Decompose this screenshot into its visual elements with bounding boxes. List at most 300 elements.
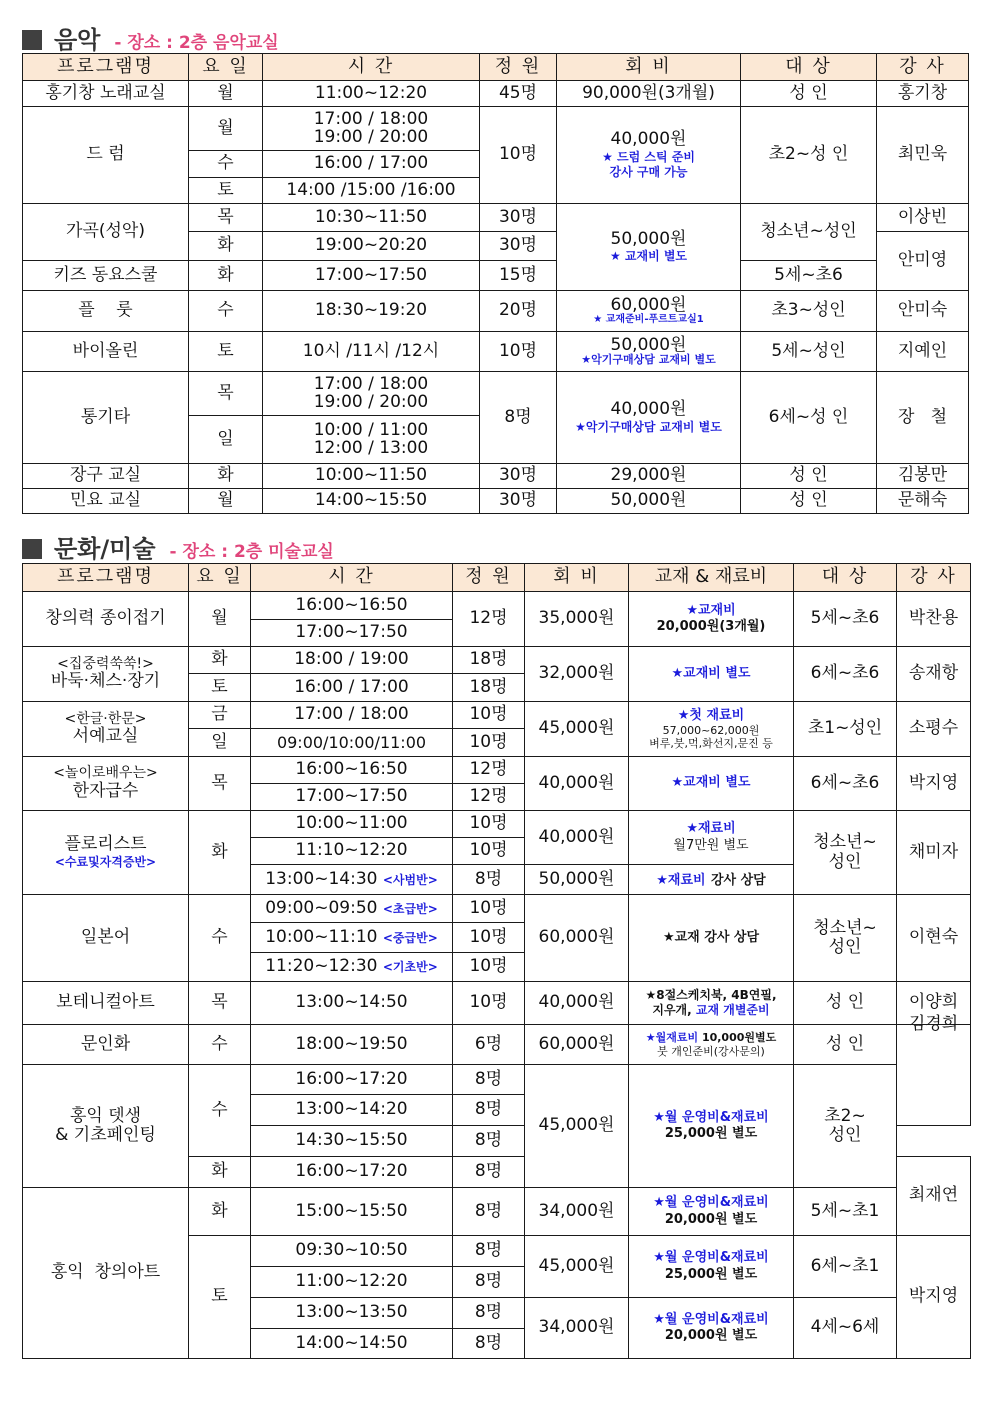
materials-detail: 강사 상담	[710, 872, 766, 888]
table-row	[23, 81, 969, 107]
target: 성 인	[794, 1025, 897, 1065]
header-fee: 회 비	[525, 564, 629, 592]
day: 수	[189, 151, 263, 178]
time-range: 10:00~11:10	[265, 926, 378, 947]
time: 17:00~17:50	[251, 620, 453, 647]
table-row	[23, 895, 971, 923]
table-row	[23, 702, 971, 729]
table-row	[23, 1188, 971, 1236]
capacity: 8명	[453, 1267, 525, 1298]
fee-note: ★ 드럼 스틱 준비	[602, 149, 695, 164]
time: 13:00~14:20	[251, 1095, 453, 1126]
time	[263, 372, 480, 416]
day: 화	[189, 647, 251, 674]
header-target: 대 상	[741, 54, 877, 81]
capacity: 30명	[480, 232, 557, 261]
time: 10:00~11:50	[263, 464, 480, 489]
materials	[629, 895, 794, 982]
fee: 40,000원	[525, 811, 629, 865]
time: 16:00~16:50	[251, 757, 453, 784]
capacity: 8명	[453, 1126, 525, 1157]
time-line: 17:00 / 18:00	[313, 373, 429, 394]
teacher: 소평수	[897, 702, 971, 757]
fee: 35,000원	[525, 592, 629, 647]
materials-detail: 20,000원 별도	[664, 1328, 758, 1343]
materials-detail: 20,000원(3개월)	[656, 619, 766, 634]
program-title: 바둑·체스·장기	[50, 671, 161, 692]
header-teacher: 강 사	[877, 54, 969, 81]
program-title: 플로리스트	[64, 834, 147, 855]
time: 17:00~17:50	[263, 261, 480, 291]
materials-note: ★8절스케치북, 4B연필,	[645, 988, 777, 1002]
header-capacity: 정 원	[480, 54, 557, 81]
header-time: 시 간	[251, 564, 453, 592]
program-name: 창의력 종이접기	[23, 592, 189, 647]
materials-note: ★월 운영비&재료비	[653, 1311, 769, 1327]
materials	[629, 647, 794, 702]
target: 6세~성 인	[741, 372, 877, 464]
fee: 90,000원(3개월)	[557, 81, 741, 107]
capacity: 8명	[453, 1329, 525, 1359]
materials	[629, 1298, 794, 1359]
capacity: 15명	[480, 261, 557, 291]
header-target: 대 상	[794, 564, 897, 592]
capacity: 8명	[453, 1188, 525, 1236]
target: 청소년~ 성인	[794, 895, 897, 982]
materials-detail-blue: 교재 개별준비	[695, 1003, 770, 1017]
capacity: 8명	[453, 1157, 525, 1188]
teacher: 홍기창	[877, 81, 969, 107]
target: 초1~성인	[794, 702, 897, 757]
materials-note-black: 10,000원별도	[698, 1031, 777, 1045]
program-name: 장구 교실	[23, 464, 189, 489]
target: 5세~초6	[794, 592, 897, 647]
fee: 60,000원	[525, 1025, 629, 1065]
table-row	[23, 332, 969, 372]
teacher: 박찬용	[897, 592, 971, 647]
table-row	[23, 107, 969, 151]
program-name: 가곡(성악)	[23, 204, 189, 261]
teacher: 박지영	[897, 1236, 971, 1359]
header-capacity: 정 원	[453, 564, 525, 592]
capacity: 10명	[453, 923, 525, 953]
time-line: 12:00 / 13:00	[313, 437, 429, 458]
day: 토	[189, 332, 263, 372]
target: 초2~ 성인	[794, 1065, 897, 1188]
program-name: 홍익 창의아트	[23, 1188, 189, 1359]
materials-note: ★교재 강사 상담	[662, 929, 760, 945]
capacity: 10명	[453, 895, 525, 923]
capacity: 12명	[453, 784, 525, 811]
materials-note: ★월 운영비&재료비	[653, 1250, 769, 1266]
program-name	[23, 1065, 189, 1188]
time: 10:30~11:50	[263, 204, 480, 232]
materials-detail: 20,000원 별도	[664, 1211, 758, 1227]
fee: 45,000원	[525, 702, 629, 757]
time-line: 19:00 / 20:00	[313, 391, 429, 412]
target: 초3~성인	[741, 291, 877, 332]
teacher-name: 김경희	[908, 1014, 959, 1034]
day: 목	[189, 757, 251, 811]
time: 11:00~12:20	[263, 81, 480, 107]
materials-detail: 25,000원 별도	[664, 1266, 758, 1282]
time-line: 17:00 / 18:00	[313, 108, 429, 129]
time: 13:00~13:50	[251, 1298, 453, 1329]
capacity: 10명	[453, 982, 525, 1025]
capacity: 18명	[453, 674, 525, 702]
program-name: 바이올린	[23, 332, 189, 372]
materials	[629, 1065, 794, 1188]
capacity: 10명	[453, 729, 525, 757]
time: 14:00~15:50	[263, 489, 480, 514]
materials	[629, 757, 794, 811]
fee-note: ★ 교재비 별도	[609, 249, 688, 264]
fee: 40,000원	[525, 757, 629, 811]
materials-note: ★첫 재료비	[677, 707, 745, 723]
materials-note: ★교재비	[686, 602, 736, 618]
time: 16:00 / 17:00	[251, 674, 453, 702]
fee-amount: 50,000원	[610, 228, 687, 249]
capacity: 8명	[480, 372, 557, 464]
fee-amount: 40,000원	[610, 399, 687, 420]
fee: 45,000원	[525, 1236, 629, 1298]
time	[251, 895, 453, 923]
table-row	[23, 757, 971, 784]
program-name: 일본어	[23, 895, 189, 982]
fee	[557, 372, 741, 464]
section-name: 음악	[54, 26, 101, 54]
capacity: 8명	[453, 1095, 525, 1126]
time: 18:00~19:50	[251, 1025, 453, 1065]
time-line: 19:00 / 20:00	[313, 126, 429, 147]
art-schedule-table	[22, 563, 971, 1359]
target: 5세~초6	[741, 261, 877, 291]
teacher: 안미영	[877, 232, 969, 291]
materials-detail: 벼루,붓,먹,화선지,문진 등	[649, 737, 773, 751]
capacity: 10명	[480, 107, 557, 204]
table-row	[23, 489, 969, 514]
music-section-title	[22, 20, 279, 55]
table-row	[23, 1065, 971, 1095]
program-name: 플 룻	[23, 291, 189, 332]
target: 초2~성 인	[741, 107, 877, 204]
program-subtitle: <한글·한문>	[64, 710, 147, 727]
teacher: 최민욱	[877, 107, 969, 204]
time	[251, 953, 453, 982]
fee: 45,000원	[525, 1065, 629, 1188]
fee-note: ★악기구매상담 교재비 별도	[575, 419, 722, 434]
target: 4세~6세	[794, 1298, 897, 1359]
header-time: 시 간	[263, 54, 480, 81]
capacity: 20명	[480, 291, 557, 332]
program-name	[23, 811, 189, 895]
time: 13:00~14:50	[251, 982, 453, 1025]
class-tag: <기초반>	[382, 960, 438, 975]
program-name: 키즈 동요스쿨	[23, 261, 189, 291]
capacity: 10명	[453, 838, 525, 865]
header-teacher: 강 사	[897, 564, 971, 592]
table-row	[23, 204, 969, 232]
fee: 29,000원	[557, 464, 741, 489]
day: 화	[189, 1157, 251, 1188]
materials-detail-black: 지우개,	[652, 1003, 696, 1017]
materials-note: ★교재비 별도	[671, 665, 751, 681]
materials-detail: 월7만원 별도	[673, 837, 749, 853]
fee: 34,000원	[525, 1188, 629, 1236]
teacher: 이현숙	[897, 895, 971, 982]
materials-note: ★재료비	[656, 872, 706, 888]
day: 토	[189, 178, 263, 204]
time-line: 10:00 / 11:00	[313, 419, 429, 440]
fee: 50,000원	[557, 489, 741, 514]
target: 청소년~ 성인	[794, 811, 897, 895]
materials	[629, 865, 794, 895]
time: 16:00~17:20	[251, 1065, 453, 1095]
header-program: 프로그램명	[23, 564, 189, 592]
time: 11:00~12:20	[251, 1267, 453, 1298]
header-program: 프로그램명	[23, 54, 189, 81]
capacity: 10명	[480, 332, 557, 372]
program-name	[23, 702, 189, 757]
square-bullet-icon	[22, 30, 42, 50]
section-location: - 장소 : 2층 음악교실	[114, 33, 279, 53]
fee-note: 강사 구매 가능	[609, 164, 688, 179]
capacity: 8명	[453, 1298, 525, 1329]
class-tag: <초급반>	[382, 901, 438, 916]
table-row	[23, 464, 969, 489]
day: 화	[189, 232, 263, 261]
teacher: 송재항	[897, 647, 971, 702]
teacher: 박지영	[897, 757, 971, 811]
time: 18:00 / 19:00	[251, 647, 453, 674]
materials-detail: 붓 개인준비(강사문의)	[657, 1044, 765, 1058]
time: 16:00 / 17:00	[263, 151, 480, 178]
time: 19:00~20:20	[263, 232, 480, 261]
program-title: 홍익 뎃생	[69, 1105, 142, 1126]
materials-note: ★교재비 별도	[671, 775, 751, 791]
fee: 32,000원	[525, 647, 629, 702]
day: 목	[189, 372, 263, 416]
table-row	[23, 647, 971, 674]
materials	[629, 1188, 794, 1236]
day: 목	[189, 204, 263, 232]
section-location: - 장소 : 2층 미술교실	[169, 542, 334, 562]
time: 10시 /11시 /12시	[263, 332, 480, 372]
time: 16:00~16:50	[251, 592, 453, 620]
time: 18:30~19:20	[263, 291, 480, 332]
fee: 40,000원	[525, 982, 629, 1025]
day: 월	[189, 592, 251, 647]
capacity: 8명	[453, 865, 525, 895]
day: 수	[189, 895, 251, 982]
program-title: & 기초페인팅	[55, 1125, 156, 1145]
fee	[557, 107, 741, 204]
fee-note: ★악기구매상담 교재비 별도	[581, 352, 716, 366]
class-tag: <사범반>	[382, 872, 438, 887]
target: 6세~초1	[794, 1236, 897, 1298]
day: 토	[189, 674, 251, 702]
materials-note	[629, 1031, 793, 1044]
program-name: 홍기창 노래교실	[23, 81, 189, 107]
table-row	[23, 592, 971, 620]
time: 16:00~17:20	[251, 1157, 453, 1188]
teacher: 안미숙	[877, 291, 969, 332]
program-subtitle: <수료및자격증반>	[54, 854, 157, 869]
program-subtitle: <집중력쑥쑥!>	[57, 655, 154, 672]
materials	[629, 982, 794, 1025]
materials-detail	[629, 1003, 793, 1018]
capacity: 30명	[480, 204, 557, 232]
time: 14:00~14:50	[251, 1329, 453, 1359]
fee	[557, 204, 741, 291]
time	[251, 865, 453, 895]
time: 14:00 /15:00 /16:00	[263, 178, 480, 204]
target: 성 인	[741, 81, 877, 107]
capacity: 12명	[453, 757, 525, 784]
day: 월	[189, 107, 263, 151]
music-schedule-table	[22, 53, 969, 514]
program-title: 한자급수	[72, 780, 139, 801]
time: 09:30~10:50	[251, 1236, 453, 1267]
header-day: 요 일	[189, 54, 263, 81]
table-row	[23, 291, 969, 332]
time: 17:00 / 18:00	[251, 702, 453, 729]
capacity: 6명	[453, 1025, 525, 1065]
materials	[629, 1236, 794, 1298]
day: 목	[189, 982, 251, 1025]
section-name: 문화/미술	[54, 535, 156, 563]
teacher: 최재연	[897, 1157, 971, 1236]
table-header-row	[23, 564, 971, 592]
day: 금	[189, 702, 251, 729]
fee: 60,000원	[525, 895, 629, 982]
fee: 34,000원	[525, 1298, 629, 1359]
table-row	[23, 1025, 971, 1065]
time: 10:00~11:00	[251, 811, 453, 838]
fee	[557, 332, 741, 372]
teacher: 김봉만	[877, 464, 969, 489]
program-name: 드 럼	[23, 107, 189, 204]
day: 월	[189, 81, 263, 107]
time: 14:30~15:50	[251, 1126, 453, 1157]
capacity: 18명	[453, 647, 525, 674]
program-name: 문인화	[23, 1025, 189, 1065]
capacity: 8명	[453, 1236, 525, 1267]
program-subtitle: <놀이로배우는>	[53, 765, 158, 782]
capacity: 30명	[480, 489, 557, 514]
target: 5세~초1	[794, 1188, 897, 1236]
target: 성 인	[741, 489, 877, 514]
program-name	[23, 757, 189, 811]
class-tag: <중급반>	[382, 930, 438, 945]
capacity: 10명	[453, 953, 525, 982]
teacher: 지예인	[877, 332, 969, 372]
time-range: 11:20~12:30	[265, 956, 378, 977]
target: 성 인	[741, 464, 877, 489]
program-name	[23, 647, 189, 702]
table-row	[23, 372, 969, 416]
materials-note: ★월 운영비&재료비	[653, 1195, 769, 1211]
day: 토	[189, 1236, 251, 1359]
table-row	[23, 261, 969, 291]
time	[251, 923, 453, 953]
materials-note-blue: ★월재료비	[645, 1031, 699, 1045]
table-row	[23, 811, 971, 838]
time: 11:10~12:20	[251, 838, 453, 865]
day: 수	[189, 1025, 251, 1065]
day: 화	[189, 464, 263, 489]
capacity: 10명	[453, 702, 525, 729]
capacity: 45명	[480, 81, 557, 107]
materials	[629, 1025, 794, 1065]
materials	[629, 702, 794, 757]
time: 09:00/10:00/11:00	[251, 729, 453, 757]
fee-note: ★ 교재준비-푸르트교실1	[593, 313, 704, 325]
program-name: 통기타	[23, 372, 189, 464]
header-materials: 교재 & 재료비	[629, 564, 794, 592]
day: 화	[189, 811, 251, 895]
teacher: 문해숙	[877, 489, 969, 514]
teacher	[897, 1014, 971, 1126]
square-bullet-icon	[22, 539, 42, 559]
fee-amount: 60,000원	[610, 294, 687, 315]
target: 5세~성인	[741, 332, 877, 372]
capacity: 30명	[480, 464, 557, 489]
teacher: 채미자	[897, 811, 971, 895]
program-name: 보테니컬아트	[23, 982, 189, 1025]
day: 일	[189, 416, 263, 464]
target: 6세~초6	[794, 647, 897, 702]
day: 월	[189, 489, 263, 514]
time: 17:00~17:50	[251, 784, 453, 811]
time: 15:00~15:50	[251, 1188, 453, 1236]
day: 화	[189, 1188, 251, 1236]
program-name: 민요 교실	[23, 489, 189, 514]
materials	[629, 811, 794, 865]
materials-note: ★재료비	[686, 821, 736, 837]
capacity: 12명	[453, 592, 525, 647]
fee	[557, 291, 741, 332]
materials	[629, 592, 794, 647]
teacher: 이양희	[897, 982, 971, 1025]
program-title: 서예교실	[72, 726, 139, 747]
teacher: 장 철	[877, 372, 969, 464]
capacity: 10명	[453, 811, 525, 838]
target: 6세~초6	[794, 757, 897, 811]
table-row	[23, 982, 971, 1025]
target: 청소년~성인	[741, 204, 877, 261]
time-range: 09:00~09:50	[265, 897, 378, 918]
fee-amount: 50,000원	[610, 334, 687, 355]
day: 일	[189, 729, 251, 757]
materials-detail: 57,000~62,000원	[662, 723, 760, 737]
target: 성 인	[794, 982, 897, 1025]
time-range: 13:00~14:30	[265, 868, 378, 889]
day: 화	[189, 261, 263, 291]
materials-note: ★월 운영비&재료비	[653, 1109, 769, 1125]
table-header-row	[23, 54, 969, 81]
teacher: 이상빈	[877, 204, 969, 232]
day: 수	[189, 291, 263, 332]
time	[263, 107, 480, 151]
fee-amount: 40,000원	[610, 129, 687, 150]
fee: 50,000원	[525, 865, 629, 895]
header-day: 요 일	[189, 564, 251, 592]
materials-detail: 25,000원 별도	[664, 1126, 758, 1141]
capacity: 8명	[453, 1065, 525, 1095]
header-fee: 회 비	[557, 54, 741, 81]
day: 수	[189, 1065, 251, 1157]
